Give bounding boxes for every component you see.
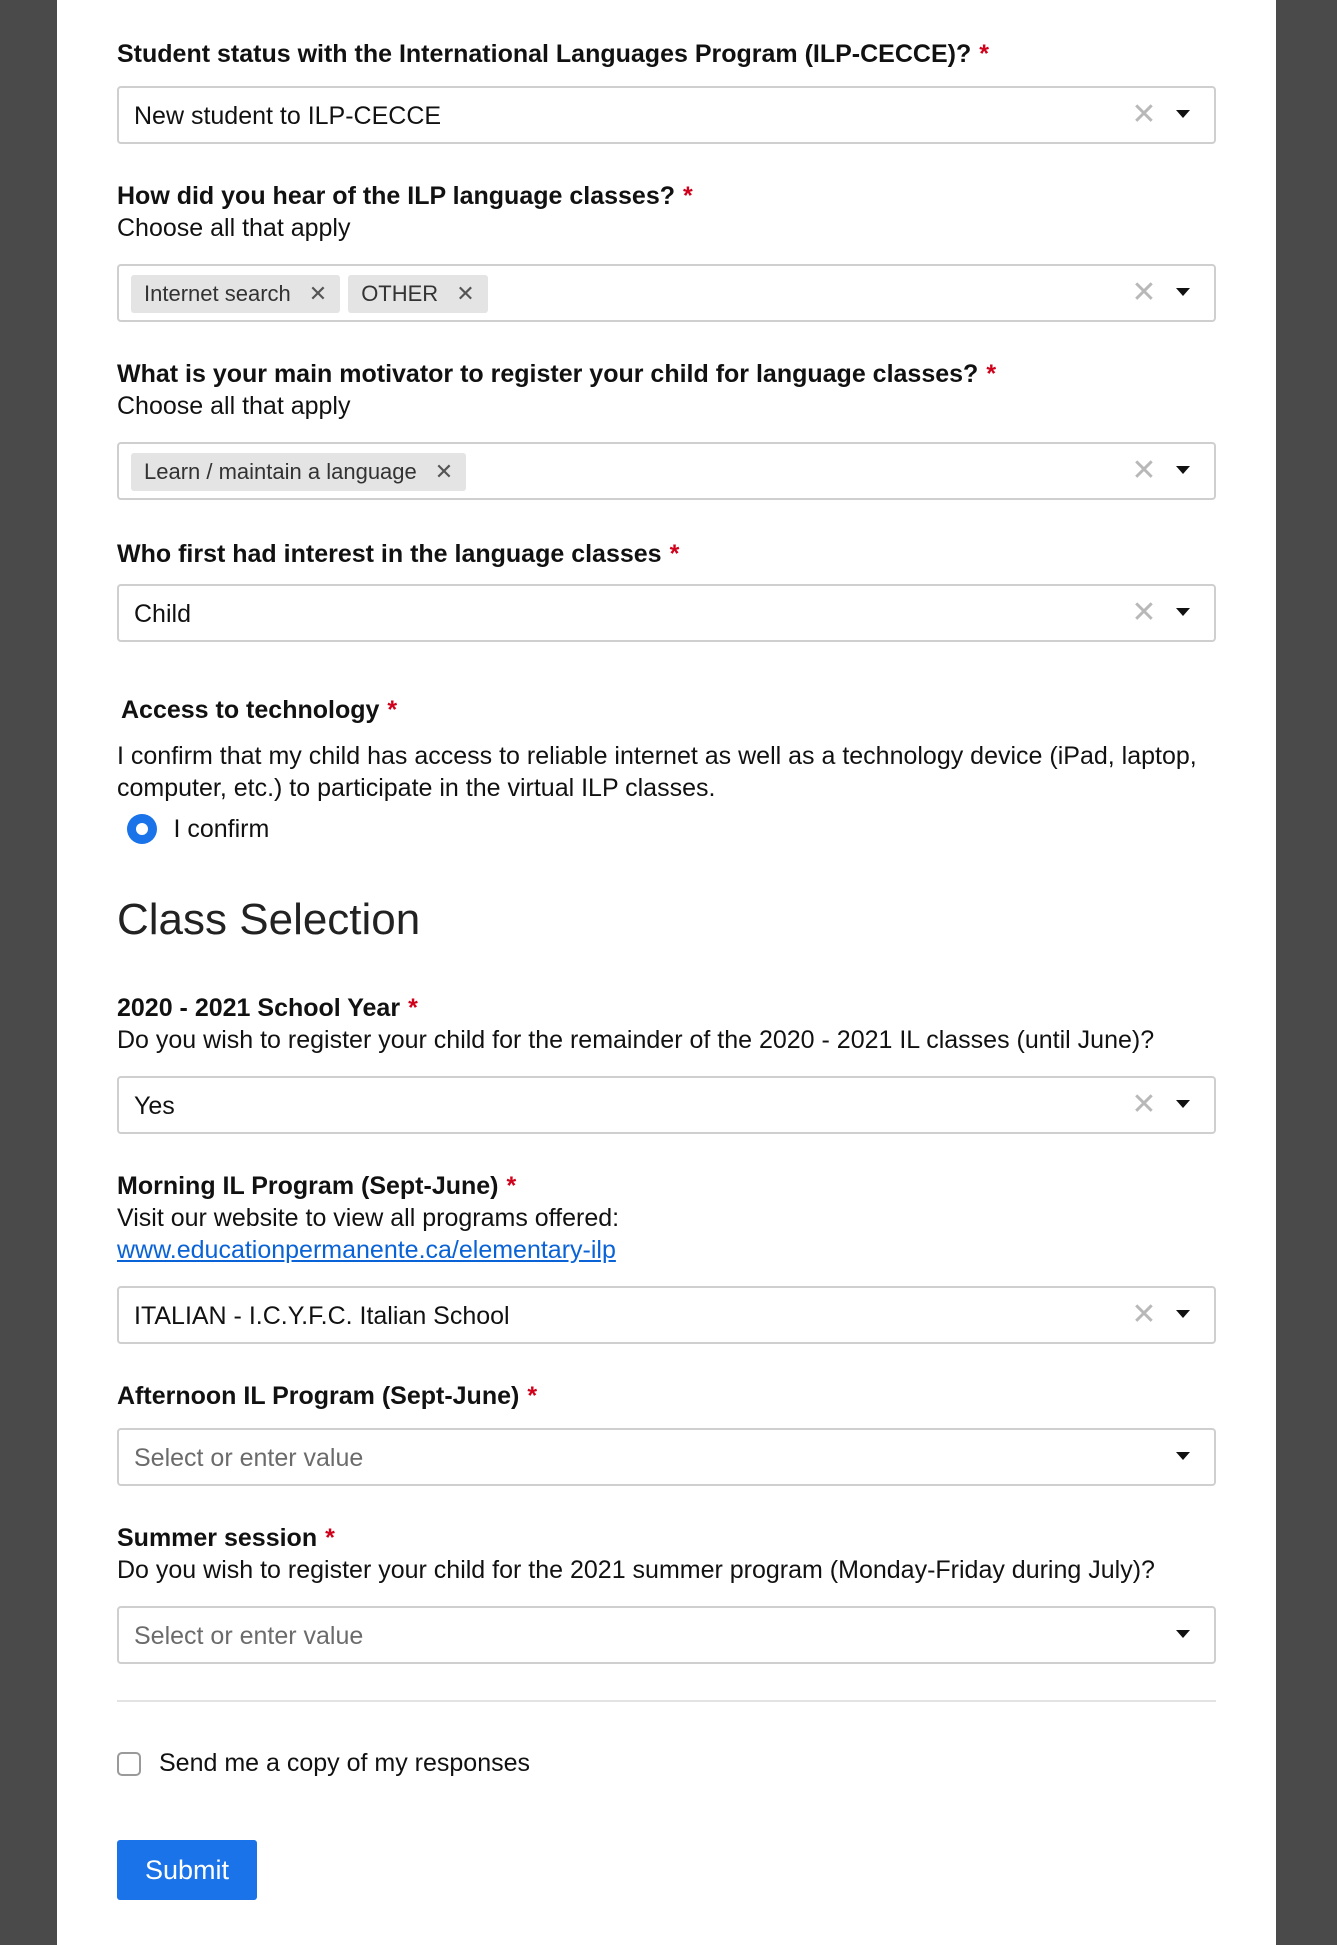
chevron-down-icon[interactable] (1176, 608, 1190, 616)
label-text: Access to technology (121, 696, 380, 724)
send-copy-label[interactable]: Send me a copy of my responses (159, 1749, 531, 1777)
field-heard-of (117, 180, 1216, 244)
chevron-down-icon[interactable] (1176, 288, 1190, 296)
chip-label: Internet search (144, 281, 291, 306)
afternoon-program-select[interactable] (117, 1428, 1216, 1486)
clear-icon[interactable]: ✕ (1131, 454, 1157, 487)
label-text: Student status with the International Languages Program (ILP-CECCE)? (117, 40, 972, 68)
required-marker: * (506, 1172, 517, 1200)
chip-other (348, 275, 487, 313)
required-marker: * (408, 994, 418, 1022)
field-first-interest (117, 538, 1216, 570)
help-text: I confirm that my child has access to reliable internet as well as a technology device (iPad, laptop, computer, etc.) to participate in the virtual ILP classes. (117, 742, 1197, 802)
submit-button[interactable]: Submit (117, 1840, 257, 1900)
clear-icon[interactable]: ✕ (1131, 596, 1157, 629)
chevron-down-icon[interactable] (1176, 466, 1190, 474)
chevron-down-icon[interactable] (1176, 110, 1190, 118)
select-placeholder: Select or enter value (134, 1622, 364, 1650)
help-link-line (117, 1234, 1216, 1266)
first-interest-select[interactable] (117, 584, 1216, 642)
help-text: Choose all that apply (117, 214, 351, 242)
chip-remove-icon[interactable]: ✕ (308, 281, 328, 306)
select-placeholder: Select or enter value (134, 1444, 364, 1472)
program-website-link[interactable]: www.educationpermanente.ca/elementary-ilp (117, 1236, 616, 1264)
required-marker: * (527, 1382, 538, 1410)
question-label (117, 1380, 1216, 1412)
question-label (117, 358, 1216, 390)
question-label (117, 992, 1216, 1024)
question-label (117, 180, 1216, 212)
help-text: Visit our website to view all programs offered: (117, 1204, 620, 1232)
motivator-multiselect[interactable] (117, 442, 1216, 500)
question-label (117, 1522, 1216, 1554)
help-text: Do you wish to register your child for the remainder of the 2020 - 2021 IL classes (until June)? (117, 1026, 1155, 1054)
question-label (117, 1170, 1216, 1202)
divider (117, 1700, 1216, 1702)
technology-description (117, 740, 1216, 804)
send-copy-checkbox[interactable] (117, 1752, 141, 1776)
confirm-radio[interactable] (127, 814, 157, 844)
chip-label: OTHER (361, 281, 439, 306)
label-text: Afternoon IL Program (Sept-June) (117, 1382, 520, 1410)
label-text: Who first had interest in the language classes (117, 540, 662, 568)
help-text: Do you wish to register your child for the 2021 summer program (Monday-Friday during July)? (117, 1556, 1155, 1584)
label-text: Summer session (117, 1524, 318, 1552)
label-text: What is your main motivator to register your child for language classes? (117, 360, 979, 388)
label-text: Morning IL Program (Sept-June) (117, 1172, 499, 1200)
chevron-down-icon[interactable] (1176, 1310, 1190, 1318)
chip-list (131, 453, 466, 491)
chip-list (131, 275, 488, 313)
clear-icon[interactable]: ✕ (1131, 1088, 1157, 1121)
form-page (57, 0, 1276, 1945)
field-school-year (117, 992, 1216, 1056)
clear-icon[interactable]: ✕ (1131, 276, 1157, 309)
chip-label: Learn / maintain a language (144, 459, 417, 484)
label-text: How did you hear of the ILP language classes? (117, 182, 675, 210)
required-marker: * (669, 540, 680, 568)
selected-value: Child (134, 600, 191, 628)
question-label (117, 38, 1216, 70)
field-motivator (117, 358, 1216, 422)
field-technology (121, 694, 1216, 726)
chip-internet-search (131, 275, 340, 313)
required-marker: * (387, 696, 398, 724)
field-afternoon-program (117, 1380, 1216, 1412)
section-title: Class Selection (117, 895, 421, 944)
question-label (117, 538, 1216, 570)
field-morning-program (117, 1170, 1216, 1266)
chip-remove-icon[interactable]: ✕ (434, 459, 454, 484)
heard-of-multiselect[interactable] (117, 264, 1216, 322)
confirm-radio-row[interactable] (127, 814, 1226, 844)
clear-icon[interactable]: ✕ (1131, 98, 1157, 131)
selected-value: New student to ILP-CECCE (134, 102, 442, 130)
help-text: Choose all that apply (117, 392, 351, 420)
field-student-status (117, 38, 1216, 70)
required-marker: * (979, 40, 989, 68)
clear-icon[interactable]: ✕ (1131, 1298, 1157, 1331)
required-marker: * (325, 1524, 335, 1552)
field-summer-session (117, 1522, 1216, 1586)
morning-program-select[interactable] (117, 1286, 1216, 1344)
student-status-select[interactable] (117, 86, 1216, 144)
summer-session-select[interactable] (117, 1606, 1216, 1664)
question-label (121, 694, 1216, 726)
chip-remove-icon[interactable]: ✕ (456, 281, 475, 306)
school-year-select[interactable] (117, 1076, 1216, 1134)
selected-value: Yes (134, 1092, 175, 1120)
label-text: 2020 - 2021 School Year (117, 994, 401, 1022)
required-marker: * (986, 360, 997, 388)
chevron-down-icon[interactable] (1176, 1452, 1190, 1460)
required-marker: * (683, 182, 693, 210)
chevron-down-icon[interactable] (1176, 1100, 1190, 1108)
selected-value: ITALIAN - I.C.Y.F.C. Italian School (134, 1302, 510, 1330)
chip-learn-maintain (131, 453, 466, 491)
chevron-down-icon[interactable] (1176, 1630, 1190, 1638)
radio-label: I confirm (173, 814, 270, 843)
